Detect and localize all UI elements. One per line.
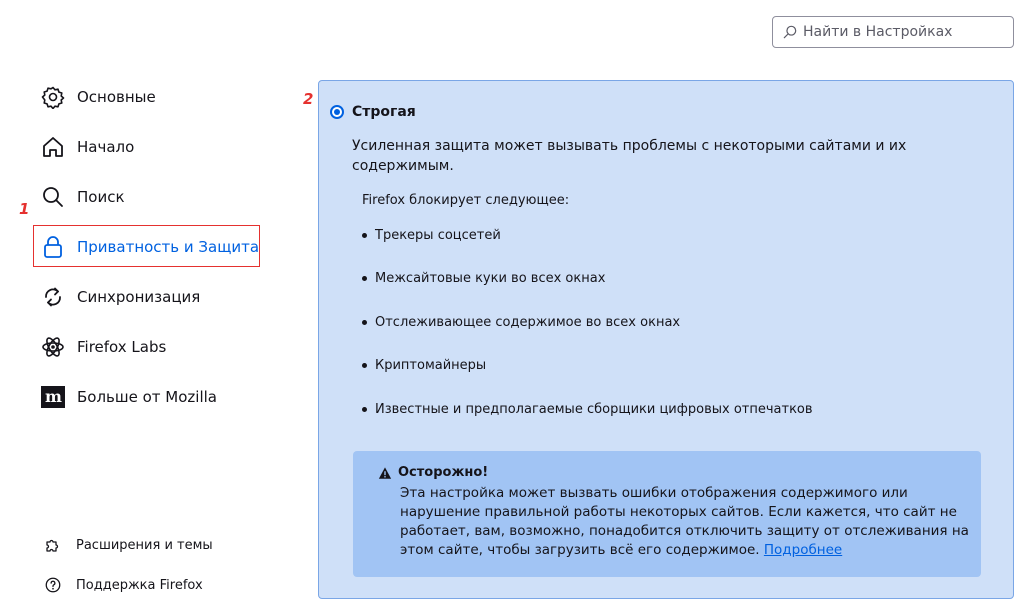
sidebar-item-more-from-mozilla[interactable] xyxy=(41,382,217,412)
search-icon xyxy=(783,25,797,39)
list-item-text: Отслеживающее содержимое во всех окнах xyxy=(375,315,681,330)
learn-more-link[interactable]: Подробнее xyxy=(763,542,843,558)
sidebar-item-label: Больше от Mozilla xyxy=(77,388,217,406)
warning-icon xyxy=(378,466,392,480)
firefox-support-link[interactable] xyxy=(44,575,203,595)
blocks-title: Firefox блокирует следующее: xyxy=(362,193,570,208)
gear-icon xyxy=(41,85,65,109)
search-icon xyxy=(41,185,65,209)
strict-radio-label: Строгая xyxy=(352,104,416,120)
sidebar-item-label: Начало xyxy=(77,138,135,156)
sidebar-item-label: Основные xyxy=(77,88,156,106)
annotation-box-privacy xyxy=(33,225,260,267)
sidebar-item-label: Firefox Labs xyxy=(77,338,167,356)
sidebar-item-home[interactable] xyxy=(41,132,134,162)
extensions-themes-link[interactable] xyxy=(44,535,213,555)
sidebar-item-search[interactable] xyxy=(41,182,125,212)
sidebar-item-label: Приватность и Защита xyxy=(77,238,260,256)
annotation-number-1: 1 xyxy=(19,200,30,218)
list-item-text: Трекеры соцсетей xyxy=(375,228,501,243)
footer-item-label: Расширения и темы xyxy=(76,537,213,553)
labs-icon xyxy=(41,335,65,359)
search-input[interactable] xyxy=(803,24,1003,40)
sidebar-item-sync[interactable] xyxy=(41,282,200,312)
list-item xyxy=(362,402,813,417)
list-item-text: Известные и предполагаемые сборщики цифровых отпечатков xyxy=(375,402,813,417)
annotation-number-2: 2 xyxy=(303,90,314,108)
settings-search[interactable] xyxy=(772,16,1014,48)
list-item xyxy=(362,315,680,330)
sync-icon xyxy=(41,285,65,309)
strict-description: Усиленная защита может вызывать проблемы с некоторыми сайтами и их содержимым. xyxy=(352,138,907,174)
sidebar-item-firefox-labs[interactable] xyxy=(41,332,166,362)
footer-item-label: Поддержка Firefox xyxy=(76,577,203,593)
list-item xyxy=(362,228,501,243)
puzzle-icon xyxy=(44,536,62,554)
list-item xyxy=(362,271,605,286)
warning-text xyxy=(400,484,975,560)
help-icon xyxy=(44,576,62,594)
warning-title-text: Осторожно! xyxy=(398,465,489,480)
sidebar-item-general[interactable] xyxy=(41,82,156,112)
list-item-text: Криптомайнеры xyxy=(375,358,487,373)
list-item-text: Межсайтовые куки во всех окнах xyxy=(375,271,606,286)
sidebar-item-label: Синхронизация xyxy=(77,288,201,306)
warning-title xyxy=(378,465,488,480)
strict-radio[interactable] xyxy=(330,105,344,119)
sidebar-item-label: Поиск xyxy=(77,188,125,206)
warning-body: Эта настройка может вызвать ошибки отображения содержимого или нарушение правильной работы некоторых сайтов. Если кажется, что сайт не работает, вам, возможно, понадобится отключить защиту от отслеживания на этом сайте, чтобы загрузить всё его содержимое. xyxy=(400,485,969,558)
strict-radio-option[interactable] xyxy=(330,101,416,123)
mozilla-logo-icon: m xyxy=(41,386,65,408)
list-item xyxy=(362,358,486,373)
home-icon xyxy=(41,135,65,159)
